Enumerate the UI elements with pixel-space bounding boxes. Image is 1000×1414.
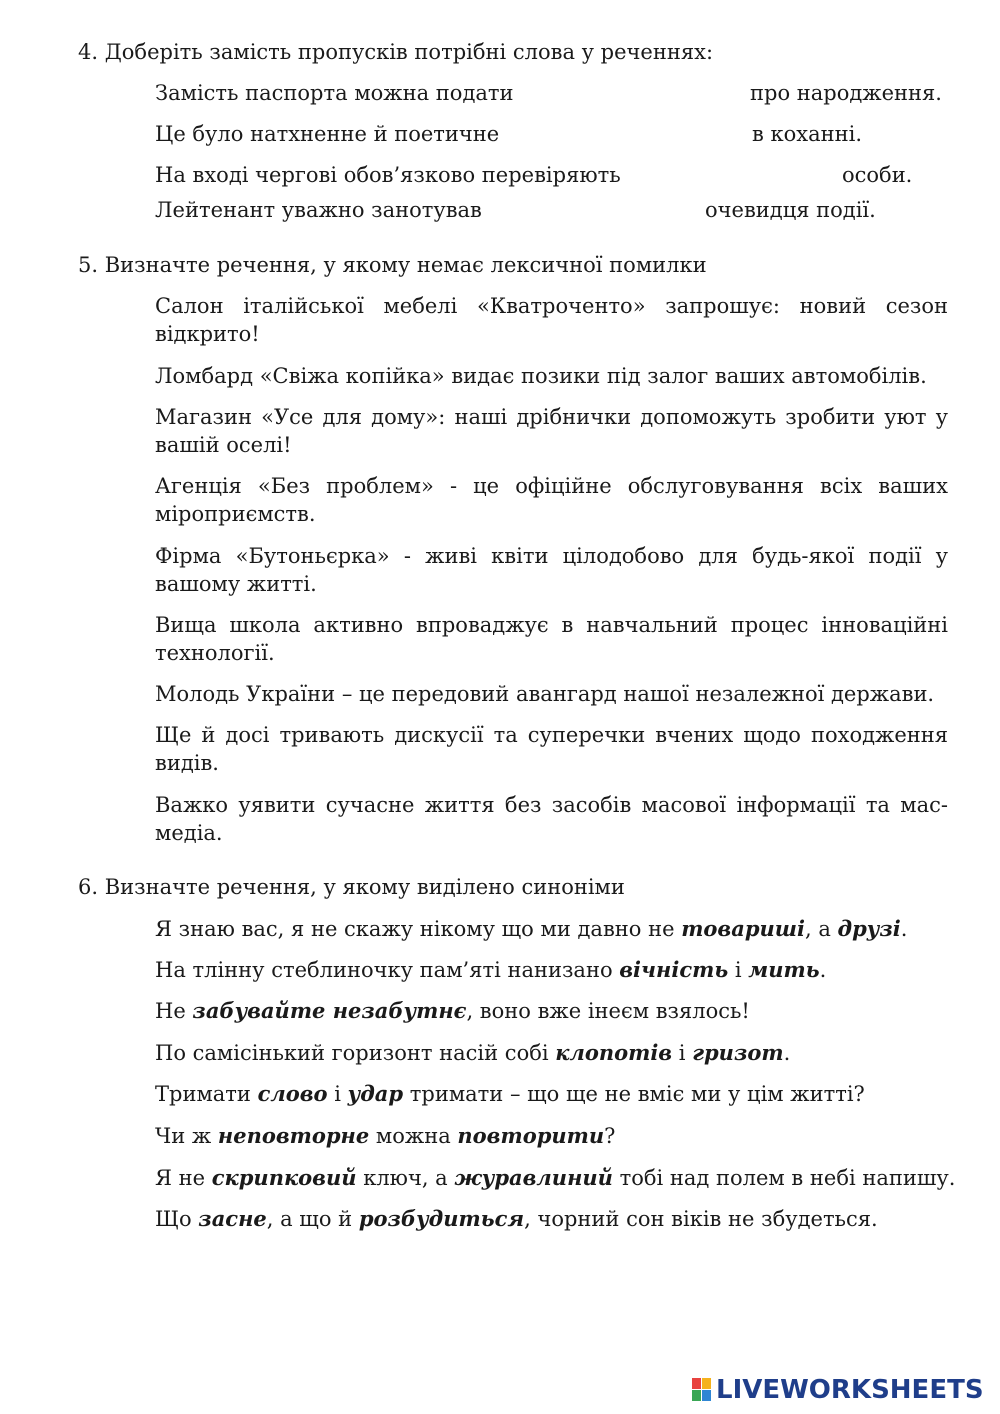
logo-square-red [692, 1378, 701, 1389]
q6-2-highlight-a: вічність [619, 957, 729, 982]
logo-square-blue [702, 1390, 711, 1401]
question-4-title: 4. Доберіть замість пропусків потрібні слова у реченнях: [78, 40, 714, 64]
q6-5-text-a: Тримати [155, 1082, 258, 1106]
q6-option-5[interactable] [155, 1080, 955, 1108]
q6-1-highlight-b: друзі [837, 916, 901, 941]
q6-5-text-b: і [327, 1082, 348, 1106]
q4-row-2 [155, 119, 955, 149]
q5-option-8[interactable]: Ще й досі тривають дискусії та суперечки вчених щодо походження видів. [155, 723, 948, 775]
q6-6-text-c: ? [604, 1124, 616, 1148]
q5-option-5[interactable]: Фірма «Бутоньєрка» - живі квіти цілодобово для будь-якої події у вашому житті. [155, 544, 948, 596]
q6-8-text-b: , а що й [266, 1207, 359, 1231]
q6-3-highlight-a: забувайте незабутнє [192, 998, 467, 1023]
q4-row-3 [155, 160, 955, 190]
q6-5-highlight-a: слово [257, 1081, 328, 1106]
q6-2-highlight-b: мить [748, 957, 820, 982]
q6-1-highlight-a: товариші [681, 916, 805, 941]
q6-6-highlight-a: неповторне [217, 1123, 370, 1148]
q4-row-3-tail: особи. [842, 163, 913, 187]
question-6-title: 6. Визначте речення, у якому виділено синоніми [78, 875, 625, 899]
q6-option-8[interactable] [155, 1205, 955, 1233]
q4-blank-1[interactable] [530, 80, 740, 106]
q6-7-highlight-b: журавлиний [454, 1165, 613, 1190]
logo-square-yellow [702, 1378, 711, 1389]
q4-row-2-tail: в коханні. [752, 122, 863, 146]
q6-option-2[interactable] [155, 956, 955, 984]
q4-row-4 [155, 195, 955, 225]
q6-1-text-b: , а [804, 917, 838, 941]
q6-1-text-a: Я знаю вас, я не скажу нікому що ми давно не [155, 917, 682, 941]
q6-option-6[interactable] [155, 1122, 955, 1150]
q4-blank-2[interactable] [540, 121, 740, 147]
q6-4-text-a: По самісінький горизонт насій собі [155, 1041, 556, 1065]
q4-blank-3[interactable] [635, 162, 835, 188]
q6-2-text-b: і [728, 958, 749, 982]
q6-7-text-b: ключ, а [356, 1166, 455, 1190]
q6-2-text-c: . [819, 958, 827, 982]
liveworksheets-logo [692, 1376, 992, 1404]
q4-blank-4[interactable] [495, 197, 695, 223]
q6-7-text-c: тобі над полем в небі напишу. [612, 1166, 956, 1190]
logo-grid-icon [692, 1378, 712, 1402]
q4-row-1-text: Замість паспорта можна подати [155, 81, 514, 105]
q6-4-text-c: . [783, 1041, 791, 1065]
q6-8-highlight-a: засне [198, 1206, 267, 1231]
q4-row-4-tail: очевидця події. [705, 198, 876, 222]
q4-row-1-tail: про народження. [750, 81, 942, 105]
q6-8-highlight-b: розбудиться [358, 1206, 525, 1231]
q6-8-text-c: , чорний сон віків не збудеться. [524, 1207, 878, 1231]
q5-option-4[interactable]: Агенція «Без проблем» - це офіційне обслуговування всіх ваших міроприємств. [155, 474, 948, 526]
logo-square-green [692, 1390, 701, 1401]
q6-6-text-a: Чи ж [155, 1124, 218, 1148]
q6-2-text-a: На тлінну стеблиночку пам’яті нанизано [155, 958, 620, 982]
q5-option-6[interactable]: Вища школа активно впроваджує в навчальний процес інноваційні технології. [155, 613, 948, 665]
q6-8-text-a: Що [155, 1207, 199, 1231]
q4-row-4-text: Лейтенант уважно занотував [155, 198, 482, 222]
q6-option-7[interactable] [155, 1164, 955, 1192]
logo-text: LIVEWORKSHEETS [716, 1375, 984, 1405]
q6-3-text-a: Не [155, 999, 193, 1023]
question-5-title: 5. Визначте речення, у якому немає лексичної помилки [78, 253, 707, 277]
q5-option-1[interactable]: Салон італійської мебелі «Кватроченто» запрошує: новий сезон відкрито! [155, 294, 948, 346]
q6-6-text-b: можна [369, 1124, 458, 1148]
q6-6-highlight-b: повторити [457, 1123, 605, 1148]
q6-4-text-b: і [672, 1041, 693, 1065]
q5-option-9[interactable]: Важко уявити сучасне життя без засобів масової інформації та мас-медіа. [155, 793, 948, 845]
q4-row-1 [155, 78, 955, 108]
q6-1-text-c: . [900, 917, 908, 941]
q6-option-3[interactable] [155, 997, 955, 1025]
q5-option-2[interactable]: Ломбард «Свіжа копійка» видає позики під залог ваших автомобілів. [155, 364, 927, 388]
q6-7-highlight-a: скрипковий [211, 1165, 357, 1190]
q6-3-text-b: , воно вже інеєм взялось! [466, 999, 750, 1023]
q5-option-7[interactable]: Молодь України – це передовий авангард нашої незалежної держави. [155, 682, 935, 706]
q6-5-highlight-b: удар [347, 1081, 404, 1106]
q6-5-text-c: тримати – що ще не вміє ми у цім житті? [403, 1082, 865, 1106]
q6-option-1[interactable] [155, 915, 955, 943]
q5-option-3[interactable]: Магазин «Усе для дому»: наші дрібнички допоможуть зробити уют у вашій оселі! [155, 405, 948, 457]
q6-option-4[interactable] [155, 1039, 955, 1067]
q6-7-text-a: Я не [155, 1166, 212, 1190]
q6-4-highlight-a: клопотів [555, 1040, 673, 1065]
q4-row-2-text: Це було натхненне й поетичне [155, 122, 500, 146]
q4-row-3-text: На вході чергові обов’язково перевіряють [155, 163, 621, 187]
q6-4-highlight-b: гризот [692, 1040, 784, 1065]
